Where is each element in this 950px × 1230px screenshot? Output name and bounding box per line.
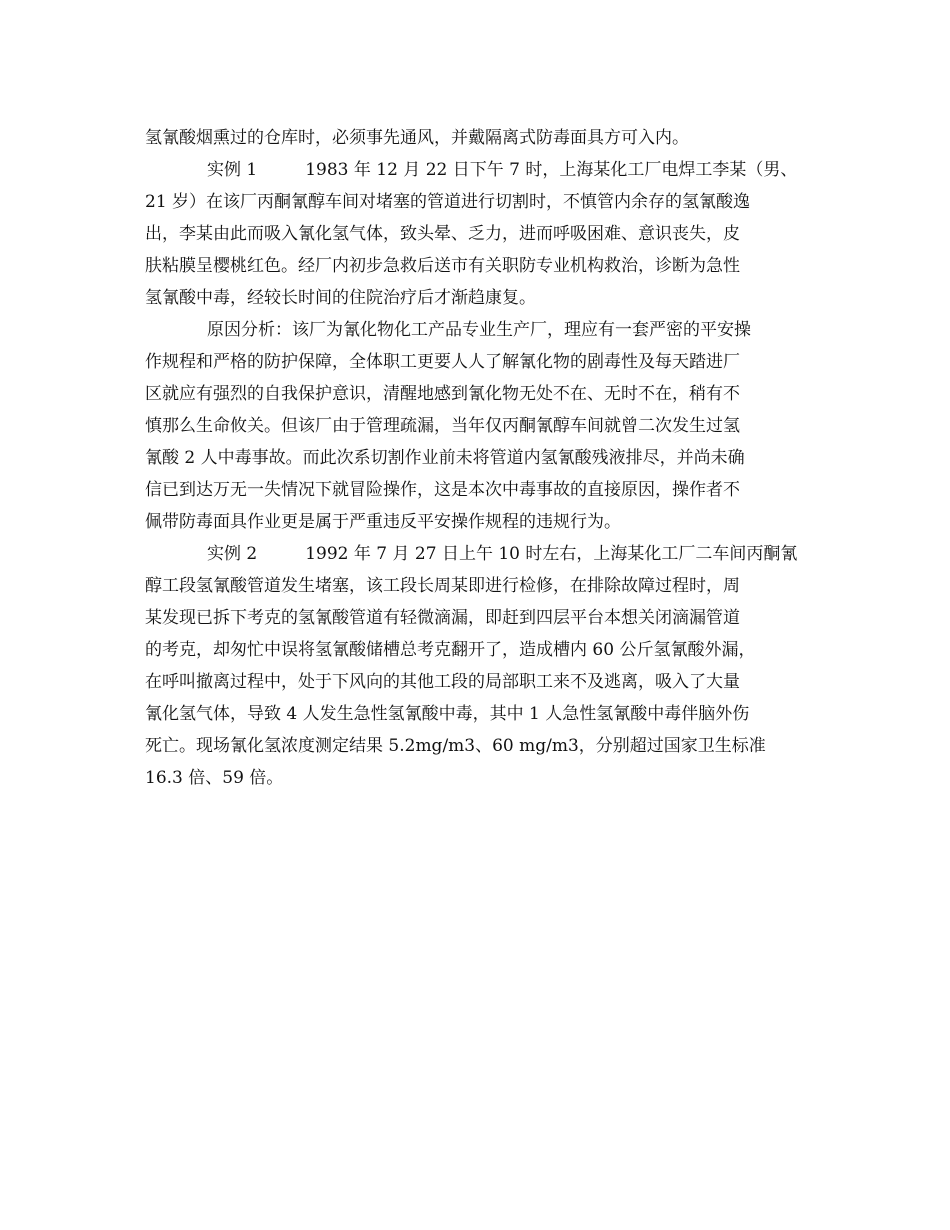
text-line: 的考克，却匆忙中误将氢氰酸储槽总考克翻开了，造成槽内 60 公斤氢氰酸外漏，: [145, 640, 756, 660]
text-line: 氢氰酸烟熏过的仓库时，必须事先通风，并戴隔离式防毒面具方可入内。: [145, 128, 689, 148]
example-2-heading-line: [207, 541, 797, 567]
text-line: 1983 年 12 月 22 日下午 7 时，上海某化工厂电焊工李某（男、: [305, 160, 798, 180]
example-1-label: 实例 1: [207, 160, 258, 180]
text-line: 信已到达万无一失情况下就冒险操作，这是本次中毒事故的直接原因，操作者不: [145, 480, 740, 500]
text-line: 氰酸 2 人中毒事故。而此次系切割作业前未将管道内氢氰酸残液排尽，并尚未确: [145, 448, 745, 468]
text-line: 死亡。现场氰化氢浓度测定结果 5.2mg/m3、60 mg/m3，分别超过国家卫生标准: [145, 736, 766, 756]
text-line: 氰化氢气体，导致 4 人发生急性氢氰酸中毒，其中 1 人急性氢氰酸中毒伴脑外伤: [145, 704, 750, 724]
text-line: 1992 年 7 月 27 日上午 10 时左右，上海某化工厂二车间丙酮氰: [305, 544, 798, 564]
example-2-label: 实例 2: [207, 544, 258, 564]
analysis-heading-line: 原因分析：该厂为氰化物化工产品专业生产厂，理应有一套严密的平安操: [207, 320, 751, 340]
text-line: 16.3 倍、59 倍。: [145, 768, 284, 788]
text-line: 21 岁）在该厂丙酮氰醇车间对堵塞的管道进行切割时，不慎管内余存的氢氰酸逸: [145, 192, 751, 212]
text-line: 氢氰酸中毒，经较长时间的住院治疗后才渐趋康复。: [145, 288, 536, 308]
text-line: 在呼叫撤离过程中，处于下风向的其他工段的局部职工来不及逃离，吸入了大量: [145, 672, 740, 692]
example-1-heading-line: [207, 157, 797, 183]
text-line: 作规程和严格的防护保障，全体职工更要人人了解氰化物的剧毒性及每天踏进厂: [145, 352, 740, 372]
text-line: 肤粘膜呈樱桃红色。经厂内初步急救后送市有关职防专业机构救治，诊断为急性: [145, 256, 740, 276]
text-line: 佩带防毒面具作业更是属于严重违反平安操作规程的违规行为。: [145, 512, 621, 532]
text-line: 醇工段氢氰酸管道发生堵塞，该工段长周某即进行检修，在排除故障过程时，周: [145, 576, 740, 596]
text-line: 区就应有强烈的自我保护意识，清醒地感到氰化物无处不在、无时不在，稍有不: [145, 384, 740, 404]
text-line: 某发现已拆下考克的氢氰酸管道有轻微滴漏，即赶到四层平台本想关闭滴漏管道: [145, 608, 740, 628]
text-line: 慎那么生命攸关。但该厂由于管理疏漏，当年仅丙酮氰醇车间就曾二次发生过氢: [145, 416, 740, 436]
text-line: 出，李某由此而吸入氰化氢气体，致头晕、乏力，进而呼吸困难、意识丧失，皮: [145, 224, 740, 244]
